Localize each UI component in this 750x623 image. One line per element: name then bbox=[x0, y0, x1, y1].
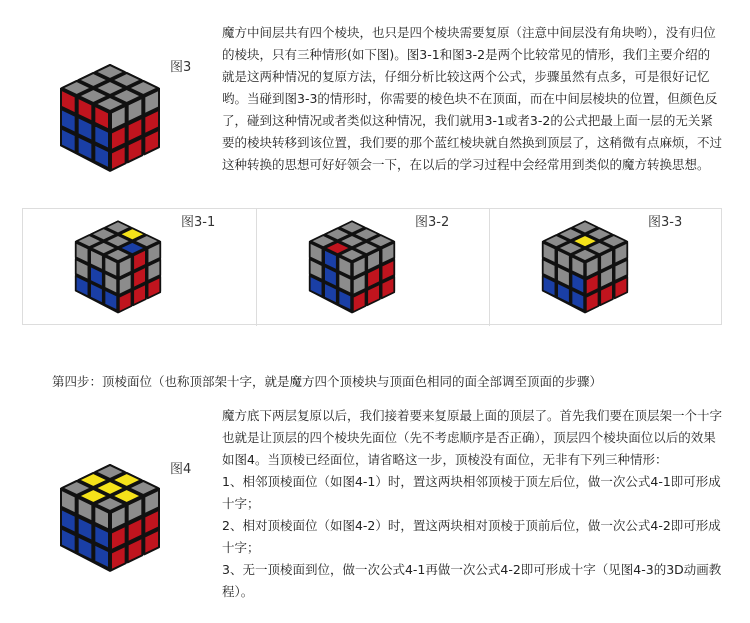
section-2-intro: 魔方底下两层复原以后，我们接着要来复原最上面的顶层了。首先我们要在顶层架一个十字也就是让顶层的四个棱块先面位（先不考虑顺序是否正确），顶层四个棱块面位以后的效果如图4。当顶棱已经面位，请省略这一步，顶棱没有面位，无非有下列三种情形： bbox=[222, 408, 723, 467]
figure-3-3-cell bbox=[489, 209, 721, 326]
section-2-item-3: 3、无一顶棱面到位，做一次公式4-1再做一次公式4-2即可形成十字（见图4-3的3D动画教程）。 bbox=[222, 562, 722, 599]
figure-3-2-label: 图3-2 bbox=[415, 215, 450, 230]
figure-row-3 bbox=[22, 208, 722, 325]
section-2-text bbox=[222, 405, 722, 603]
cube-figure-3 bbox=[52, 58, 168, 178]
section-1-text bbox=[222, 22, 722, 176]
cube-figure-3-1 bbox=[68, 215, 168, 319]
section-2-item-2: 2、相对顶棱面位（如图4-2）时，置这两块相对顶棱于顶前后位，做一次公式4-2即可形成十字； bbox=[222, 518, 721, 555]
figure-3-1-cell bbox=[23, 209, 256, 326]
figure-3-label: 图3 bbox=[170, 60, 192, 75]
figure-3-2-cell bbox=[256, 209, 489, 326]
figure-3-1-label: 图3-1 bbox=[181, 215, 216, 230]
step-4-heading: 第四步：顶棱面位（也称顶部架十字，就是魔方四个顶棱块与顶面色相同的面全部调至顶面的步骤） bbox=[52, 374, 603, 389]
figure-3-3-label: 图3-3 bbox=[648, 215, 683, 230]
section-1-paragraph: 魔方中间层共有四个棱块，也只是四个棱块需要复原（注意中间层没有角块哟），没有归位的棱块，只有三种情形(如下图)。图3-1和图3-2是两个比较常见的情形，我们主要介绍的就是这两种情况的复原方法，仔细分析比较这两个公式，步骤虽然有点多，可是很好记忆哟。当碰到图3-3的情形时，你需要的棱色块不在顶面，而在中间层棱块的位置，但颜色反了，碰到这种情况或者类似这种情况，我们就用3-1或者3-2的公式把最上面一层的无关紧要的棱块转移到该位置，我们要的那个蓝红棱块就自然换到顶层了，这稍微有点麻烦，不过这种转换的思想可好好领会一下，在以后的学习过程中会经常用到类似的魔方转换思想。 bbox=[222, 25, 723, 172]
cube-figure-4 bbox=[52, 458, 168, 578]
section-2-item-1: 1、相邻顶棱面位（如图4-1）时，置这两块相邻顶棱于顶左后位，做一次公式4-1即可形成十字； bbox=[222, 474, 721, 511]
figure-4-label: 图4 bbox=[170, 462, 192, 477]
cube-figure-3-2 bbox=[302, 215, 402, 319]
cube-figure-3-3 bbox=[535, 215, 635, 319]
